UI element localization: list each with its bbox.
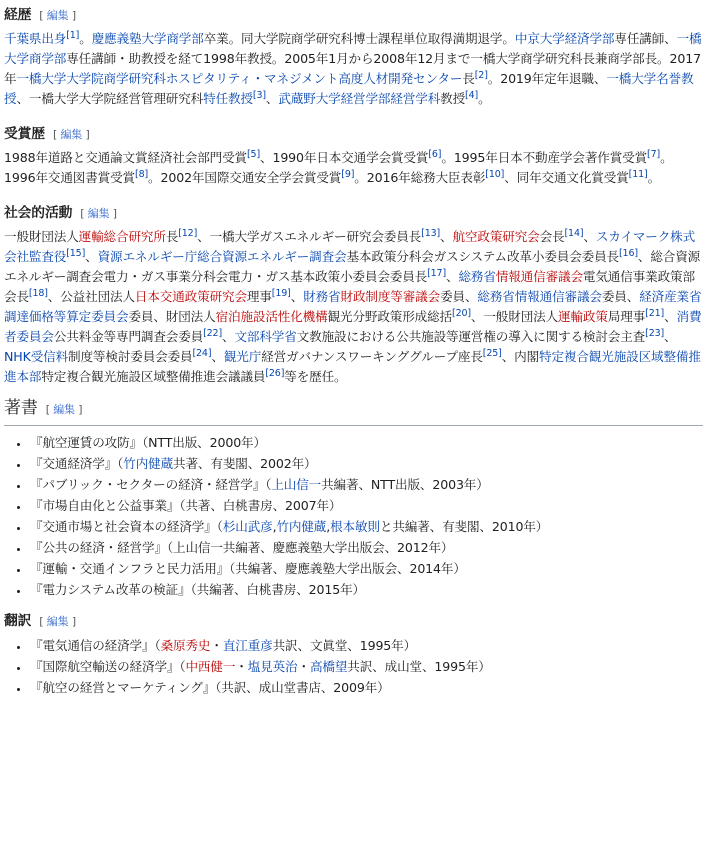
text: 『交通経済学』（ xyxy=(30,456,124,471)
citation-link[interactable]: [11] xyxy=(628,169,648,180)
edit-link[interactable]: 編集 xyxy=(60,128,83,141)
citation-link[interactable]: [10] xyxy=(485,169,505,180)
link[interactable]: 調達価格等算定委員会 xyxy=(4,309,129,324)
citation-link[interactable]: [9] xyxy=(341,169,355,180)
awards-paragraph xyxy=(4,148,703,188)
text: 、 xyxy=(211,349,224,364)
citation xyxy=(427,268,446,279)
text: 、一橋大学ガスエネルギー研究会委員長 xyxy=(197,229,422,244)
text: 長 xyxy=(462,71,475,86)
social-paragraph xyxy=(4,227,703,387)
citation xyxy=(647,149,660,160)
text: 、1990年日本交通学会賞受賞 xyxy=(260,150,429,165)
section-heading-works xyxy=(4,397,703,426)
citation-link[interactable]: [21] xyxy=(645,308,665,319)
text: 『電気通信の経済学』（ xyxy=(30,638,161,653)
text: 専任講師、 xyxy=(614,31,677,46)
citation-link[interactable]: [8] xyxy=(135,169,149,180)
citation-link[interactable]: [3] xyxy=(252,90,266,101)
text: 『市場自由化と公益事業』（共著、白桃書房、2007年） xyxy=(30,498,342,513)
link[interactable]: 直江重彦 xyxy=(222,638,273,653)
list-item xyxy=(30,635,703,656)
text: 、内閣 xyxy=(501,349,540,364)
citation-link[interactable]: [16] xyxy=(619,248,638,259)
citation-link[interactable]: [5] xyxy=(247,149,261,160)
citation xyxy=(428,149,441,160)
text: 、一般財団法人 xyxy=(470,309,559,324)
edit-section-translations: [ 編集 ] xyxy=(39,615,76,628)
link[interactable]: 資源エネルギー庁 xyxy=(97,249,198,264)
text: 。2016年総務大臣表彰 xyxy=(354,170,486,185)
citation xyxy=(178,228,197,239)
redlink[interactable]: 日本交通政策研究会 xyxy=(134,289,247,304)
text: 、 xyxy=(440,229,453,244)
text: 教授 xyxy=(440,91,466,106)
citation-link[interactable]: [12] xyxy=(178,228,198,239)
text: 一般財団法人 xyxy=(4,229,79,244)
text: 経営ガバナンスワーキンググループ座長 xyxy=(261,349,483,364)
link[interactable]: 高橋望 xyxy=(309,659,348,674)
career-heading-text: 経歴 xyxy=(4,7,32,23)
link[interactable]: 経済産業省 xyxy=(639,289,702,304)
link[interactable]: 根本敏則 xyxy=(330,519,380,534)
text: 1988年道路と交通論文賞経済社会部門受賞 xyxy=(4,150,247,165)
redlink[interactable]: 桑原秀史 xyxy=(160,638,211,653)
text: 、 xyxy=(583,229,596,244)
link[interactable]: 総合資源エネルギー調査会 xyxy=(197,249,347,264)
citation-link[interactable]: [4] xyxy=(465,90,479,101)
citation xyxy=(465,90,478,101)
text: 、一橋大学大学院経営管理研究科 xyxy=(16,91,204,106)
works-heading-text: 著書 xyxy=(4,398,38,418)
link[interactable]: 竹内健蔵 xyxy=(123,456,174,471)
citation xyxy=(192,348,211,359)
text: 。2002年国際交通安全学会賞受賞 xyxy=(148,170,342,185)
link[interactable]: 総務省 xyxy=(458,269,496,284)
citation xyxy=(135,169,148,180)
text: , xyxy=(326,519,331,534)
redlink[interactable]: 航空政策研究会 xyxy=(452,229,540,244)
citation xyxy=(629,169,648,180)
text: 『交通市場と社会資本の経済学』（ xyxy=(30,519,223,534)
citation-link[interactable]: [20] xyxy=(452,308,471,319)
list-item xyxy=(30,579,703,600)
citation xyxy=(253,90,266,101)
list-item xyxy=(30,474,703,495)
text: 共著、有斐閣、2002年） xyxy=(173,456,317,471)
edit-link[interactable]: 編集 xyxy=(46,615,69,628)
text: 、 xyxy=(664,329,677,344)
redlink[interactable]: 中西健一 xyxy=(185,659,236,674)
text: 、公益社団法人 xyxy=(47,289,135,304)
text: 特定複合観光施設区域整備推進会議議員 xyxy=(41,369,266,384)
list-item xyxy=(30,537,703,558)
text: 文教施設における公共施設等運営権の導入に関する検討会主査 xyxy=(296,329,646,344)
link[interactable]: 特定複合観光施設区域整備推進本部 xyxy=(4,349,701,384)
list-item xyxy=(30,656,703,677)
text: 、 xyxy=(290,289,304,304)
citation xyxy=(265,368,284,379)
citation-link[interactable]: [7] xyxy=(647,149,661,160)
edit-section-career: [ 編集 ] xyxy=(39,9,76,22)
career-paragraph xyxy=(4,29,703,109)
list-item xyxy=(30,495,703,516)
citation xyxy=(247,149,260,160)
text: 観光分野政策形成総括 xyxy=(327,309,453,324)
list-item xyxy=(30,432,703,453)
text: 『公共の経済・経営学』（上山信一共編著、慶應義塾大学出版会、2012年） xyxy=(30,540,454,555)
text: 『航空運賃の攻防』（NTT出版、2000年） xyxy=(30,435,266,450)
text: 委員、 xyxy=(440,289,478,304)
citation-link[interactable]: [24] xyxy=(192,348,212,359)
link[interactable]: 消費者委員会 xyxy=(4,309,702,344)
edit-section-social: [ 編集 ] xyxy=(80,207,117,220)
citation xyxy=(619,248,638,259)
link[interactable]: 特任教授 xyxy=(203,91,253,106)
text: 。 xyxy=(478,91,491,106)
text: 。1995年日本不動産学会著作賞受賞 xyxy=(441,150,648,165)
citation-link[interactable]: [15] xyxy=(66,248,86,259)
citation xyxy=(66,248,85,259)
redlink[interactable]: 運輸政策 xyxy=(558,309,608,324)
link[interactable]: スカイマーク株式会社 xyxy=(4,229,696,264)
citation-link[interactable]: [13] xyxy=(421,228,441,239)
link[interactable]: 情報通信審議会 xyxy=(514,289,602,304)
text: 公共料金等専門調査会委員 xyxy=(53,329,204,344)
social-heading-text: 社会的活動 xyxy=(4,205,73,221)
text: 『国際航空輸送の経済学』（ xyxy=(30,659,186,674)
link[interactable]: 杉山武彦 xyxy=(222,519,273,534)
citation xyxy=(66,30,79,41)
link[interactable]: 竹内健蔵 xyxy=(276,519,327,534)
link[interactable]: 一橋大学商学部 xyxy=(4,31,702,66)
link[interactable]: 監査役 xyxy=(28,249,67,264)
text: 理事 xyxy=(246,289,272,304)
citation-link[interactable]: [2] xyxy=(474,70,488,81)
edit-link[interactable]: 編集 xyxy=(46,9,69,22)
link[interactable]: 慶應義塾大学商学部 xyxy=(91,31,204,46)
translations-heading-text: 翻訳 xyxy=(4,613,32,629)
citation xyxy=(645,308,664,319)
text: と共編著、有斐閣、2010年） xyxy=(379,519,549,534)
citation-link[interactable]: [6] xyxy=(428,149,442,160)
text: 『電力システム改革の検証』（共編著、白桃書房、2015年） xyxy=(30,582,365,597)
text: 専任講師・助教授を経て1998年教授。2005年1月から2008年12月まで一橋大学商学研究科長兼商学部長。2017年 xyxy=(4,51,701,86)
citation-link[interactable]: [1] xyxy=(66,30,80,41)
citation xyxy=(483,348,502,359)
redlink[interactable]: 宿泊施設活性化機構 xyxy=(215,309,328,324)
edit-link[interactable]: 編集 xyxy=(53,403,75,416)
citation-link[interactable]: [26] xyxy=(265,368,285,379)
citation-link[interactable]: [25] xyxy=(482,348,502,359)
edit-section-awards: [ 編集 ] xyxy=(52,128,90,141)
section-heading-social xyxy=(4,196,703,227)
citation-link[interactable]: [22] xyxy=(203,328,223,339)
text: 『航空の経営とマーケティング』（共訳、成山堂書店、2009年） xyxy=(30,680,390,695)
text: 『運輸・交通インフラと民力活用』（共編著、慶應義塾大学出版会、2014年） xyxy=(30,561,466,576)
link[interactable]: 観光庁 xyxy=(223,349,262,364)
citation xyxy=(452,308,471,319)
citation xyxy=(565,228,584,239)
text: 委員、財団法人 xyxy=(128,309,216,324)
text: 共訳、文眞堂、1995年） xyxy=(272,638,417,653)
works-list xyxy=(4,432,703,600)
edit-section-works: [ 編集 ] xyxy=(45,403,83,416)
citation-link[interactable]: [17] xyxy=(427,268,446,279)
citation xyxy=(29,288,48,299)
link[interactable]: 文部科学省 xyxy=(234,329,297,344)
citation xyxy=(421,228,440,239)
text: 制度等検討委員会委員 xyxy=(68,349,193,364)
list-item xyxy=(30,516,703,537)
edit-link[interactable]: 編集 xyxy=(87,207,110,220)
text: 基本政策分科会ガスシステム改革小委員会委員長 xyxy=(346,249,619,264)
text: 会長 xyxy=(539,229,565,244)
text: 卒業。同大学院商学研究科博士課程単位取得満期退学。 xyxy=(203,31,515,46)
text: 共編著、NTT出版、2003年） xyxy=(321,477,489,492)
link[interactable]: 上山信一 xyxy=(271,477,322,492)
text: ・ xyxy=(297,659,310,674)
section-heading-translations xyxy=(4,604,703,635)
text: 長 xyxy=(165,229,179,244)
text: 。 xyxy=(79,31,92,46)
citation xyxy=(475,70,488,81)
awards-heading-text: 受賞歴 xyxy=(4,126,45,142)
text: 、 xyxy=(222,329,235,344)
link[interactable]: NHK受信料 xyxy=(4,349,69,364)
citation xyxy=(645,328,664,339)
text: 局理事 xyxy=(607,309,646,324)
redlink[interactable]: 運輸総合研究所 xyxy=(78,229,166,244)
text: 。1996年交通図書賞受賞 xyxy=(4,150,673,185)
translations-list xyxy=(4,635,703,698)
citation-link[interactable]: [23] xyxy=(645,328,665,339)
text: 、同年交通文化賞受賞 xyxy=(504,170,629,185)
link[interactable]: 塩見英治 xyxy=(247,659,298,674)
section-heading-career xyxy=(4,0,703,29)
text: 、 xyxy=(446,269,459,284)
citation-link[interactable]: [19] xyxy=(271,288,291,299)
list-item xyxy=(30,558,703,579)
citation xyxy=(203,328,222,339)
text: ・ xyxy=(210,638,223,653)
text: 、総合資源エネルギー調査会電力・ガス事業分科会電力・ガス基本政策小委員会委員長 xyxy=(4,249,701,284)
redlink[interactable]: 財政制度等審議会 xyxy=(340,289,441,304)
citation xyxy=(341,169,354,180)
link[interactable]: 総務省 xyxy=(477,289,515,304)
text: 等を歴任。 xyxy=(284,369,347,384)
text: 、 xyxy=(85,249,98,264)
redlink[interactable]: 情報通信審議会 xyxy=(495,269,583,284)
text: 共訳、成山堂、1995年） xyxy=(347,659,491,674)
link[interactable]: 財務省 xyxy=(303,289,341,304)
text: 。2019年定年退職、 xyxy=(487,71,607,86)
text: 『パブリック・セクターの経済・経営学』（ xyxy=(30,477,272,492)
link[interactable]: 一橋大学大学院商学研究科ホスピタリティ・マネジメント高度人材開発センター xyxy=(16,71,463,86)
text: 委員、 xyxy=(601,289,640,304)
text: 、 xyxy=(664,309,677,324)
link[interactable]: 武蔵野大学経営学部経営学科 xyxy=(278,91,441,106)
citation xyxy=(272,288,291,299)
text: 、 xyxy=(265,91,279,106)
section-heading-awards xyxy=(4,117,703,148)
list-item xyxy=(30,453,703,474)
text: , xyxy=(272,519,277,534)
citation-link[interactable]: [14] xyxy=(564,228,584,239)
citation xyxy=(485,169,504,180)
link[interactable]: 中京大学経済学部 xyxy=(514,31,615,46)
text: ・ xyxy=(235,659,248,674)
link[interactable]: 千葉県出身 xyxy=(4,31,67,46)
citation-link[interactable]: [18] xyxy=(28,288,48,299)
text: 。 xyxy=(647,170,661,185)
link[interactable]: 一橋大学名誉教授 xyxy=(4,71,694,106)
text: 電気通信事業政策部会長 xyxy=(4,269,695,304)
list-item xyxy=(30,677,703,698)
